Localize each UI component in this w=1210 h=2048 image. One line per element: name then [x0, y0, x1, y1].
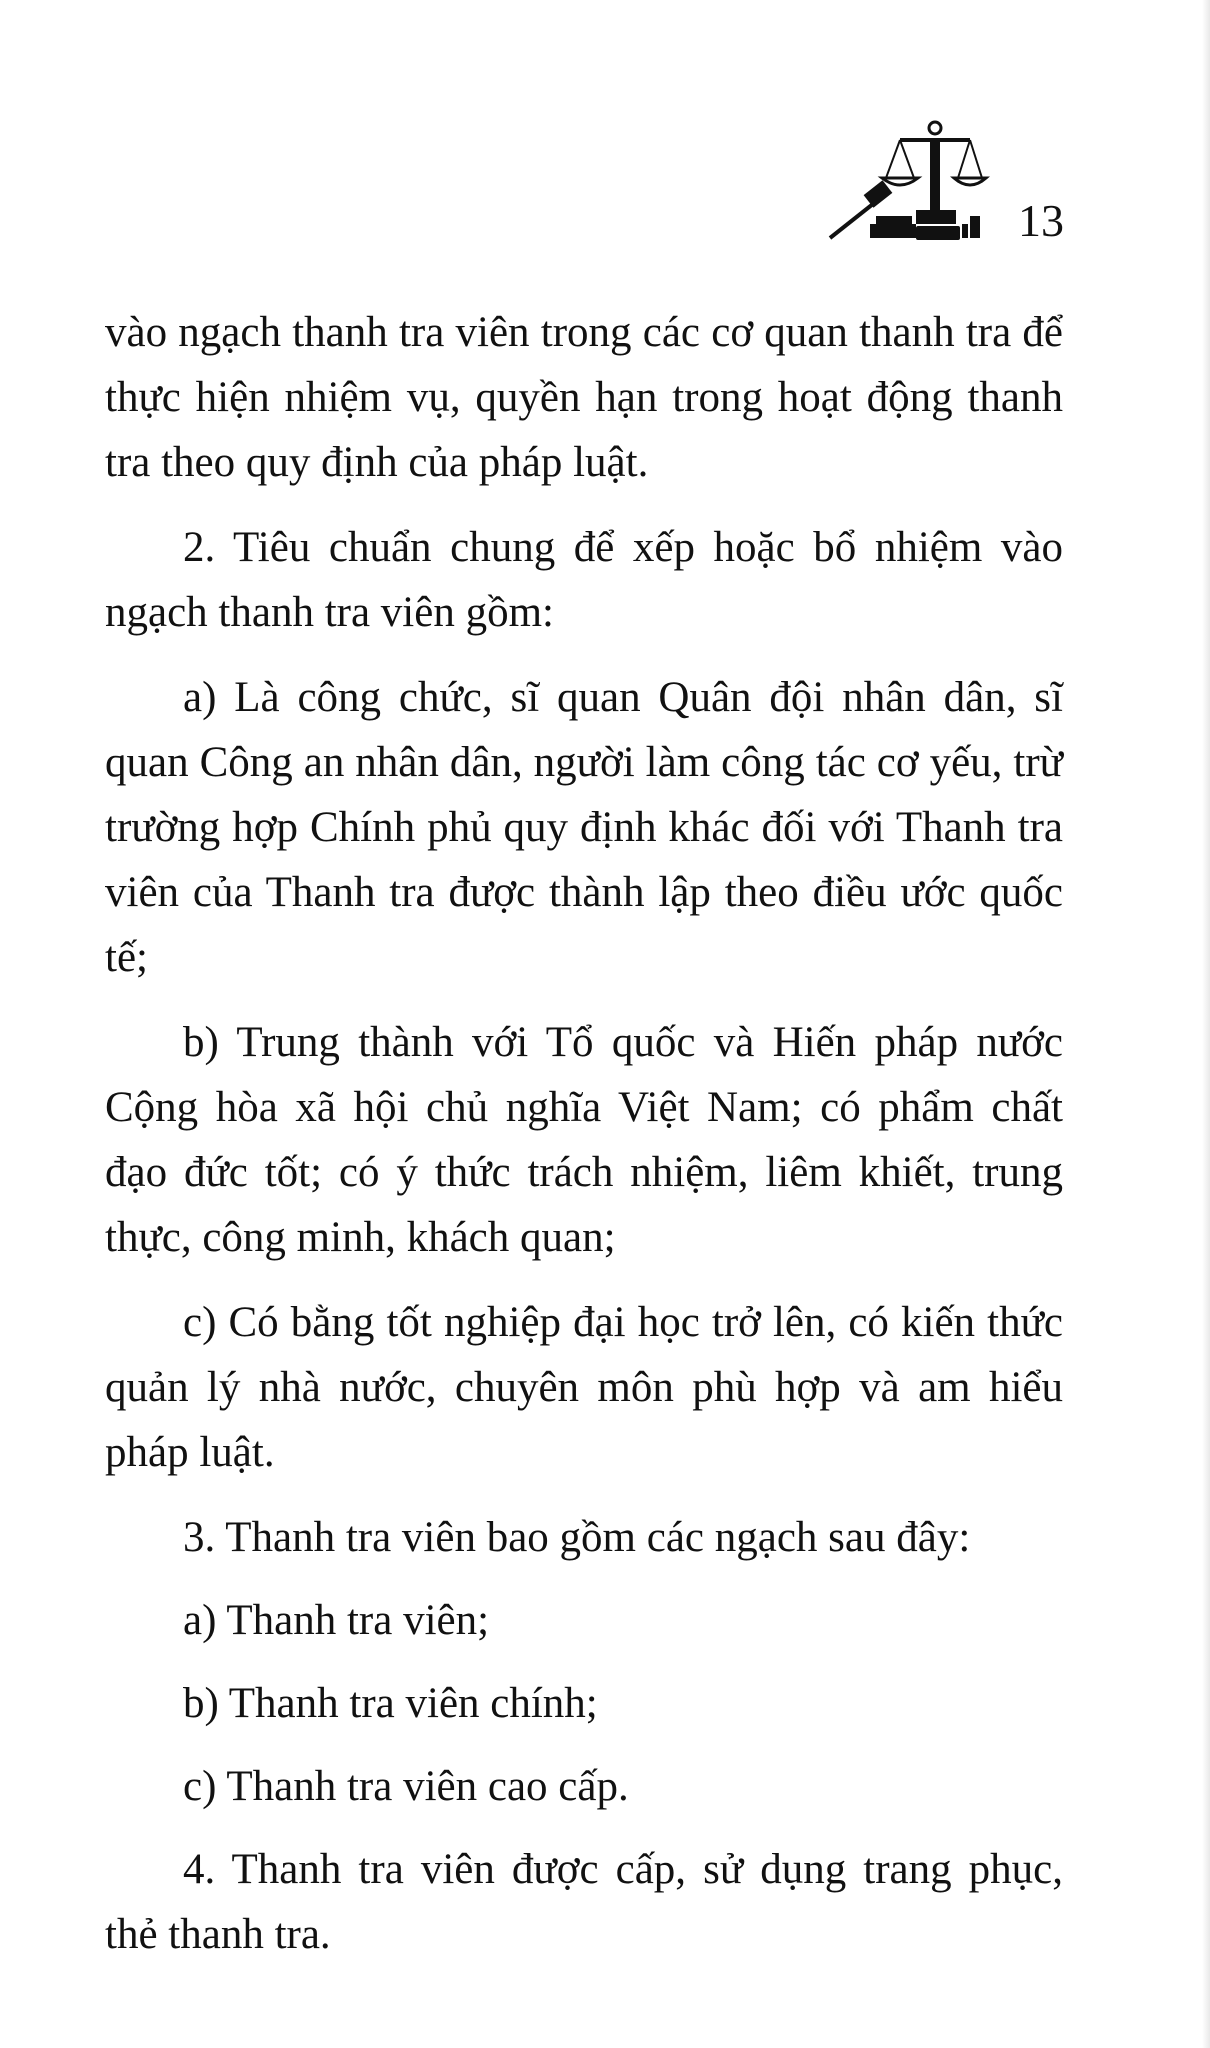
paragraph-clause-2b: b) Trung thành với Tổ quốc và Hiến pháp nước Cộng hòa xã hội chủ nghĩa Việt Nam; có phẩm chất đạo đức tốt; có ý thức trách nhiệm, liêm khiết, trung thực, công minh, khách quan;	[105, 1019, 1063, 1261]
page-edge	[1202, 0, 1210, 2048]
page-number: 13	[1018, 195, 1064, 246]
paragraph-clause-2: 2. Tiêu chuẩn chung để xếp hoặc bổ nhiệm vào ngạch thanh tra viên gồm:	[105, 524, 1063, 636]
paragraph-clause-3c: c) Thanh tra viên cao cấp.	[183, 1763, 629, 1810]
page-header	[820, 120, 1090, 250]
paragraph-clause-4: 4. Thanh tra viên được cấp, sử dụng trang phục, thẻ thanh tra.	[105, 1846, 1063, 1958]
paragraph-clause-2a: a) Là công chức, sĩ quan Quân đội nhân dân, sĩ quan Công an nhân dân, người làm công tác cơ yếu, trừ trường hợp Chính phủ quy định khác đối với Thanh tra viên của Thanh tra được thành lập theo điều ước quốc tế;	[105, 674, 1063, 981]
paragraph-clause-3b: b) Thanh tra viên chính;	[183, 1680, 598, 1727]
scales-gavel-icon	[820, 120, 1000, 242]
paragraph-clause-3a: a) Thanh tra viên;	[183, 1597, 490, 1644]
page-body	[105, 300, 1063, 1987]
paragraph-clause-2c: c) Có bằng tốt nghiệp đại học trở lên, có kiến thức quản lý nhà nước, chuyên môn phù hợp và am hiểu pháp luật.	[105, 1299, 1063, 1476]
paragraph-clause-3: 3. Thanh tra viên bao gồm các ngạch sau đây:	[183, 1514, 971, 1561]
paragraph-continuation: vào ngạch thanh tra viên trong các cơ quan thanh tra để thực hiện nhiệm vụ, quyền hạn trong hoạt động thanh tra theo quy định của pháp luật.	[105, 309, 1063, 486]
